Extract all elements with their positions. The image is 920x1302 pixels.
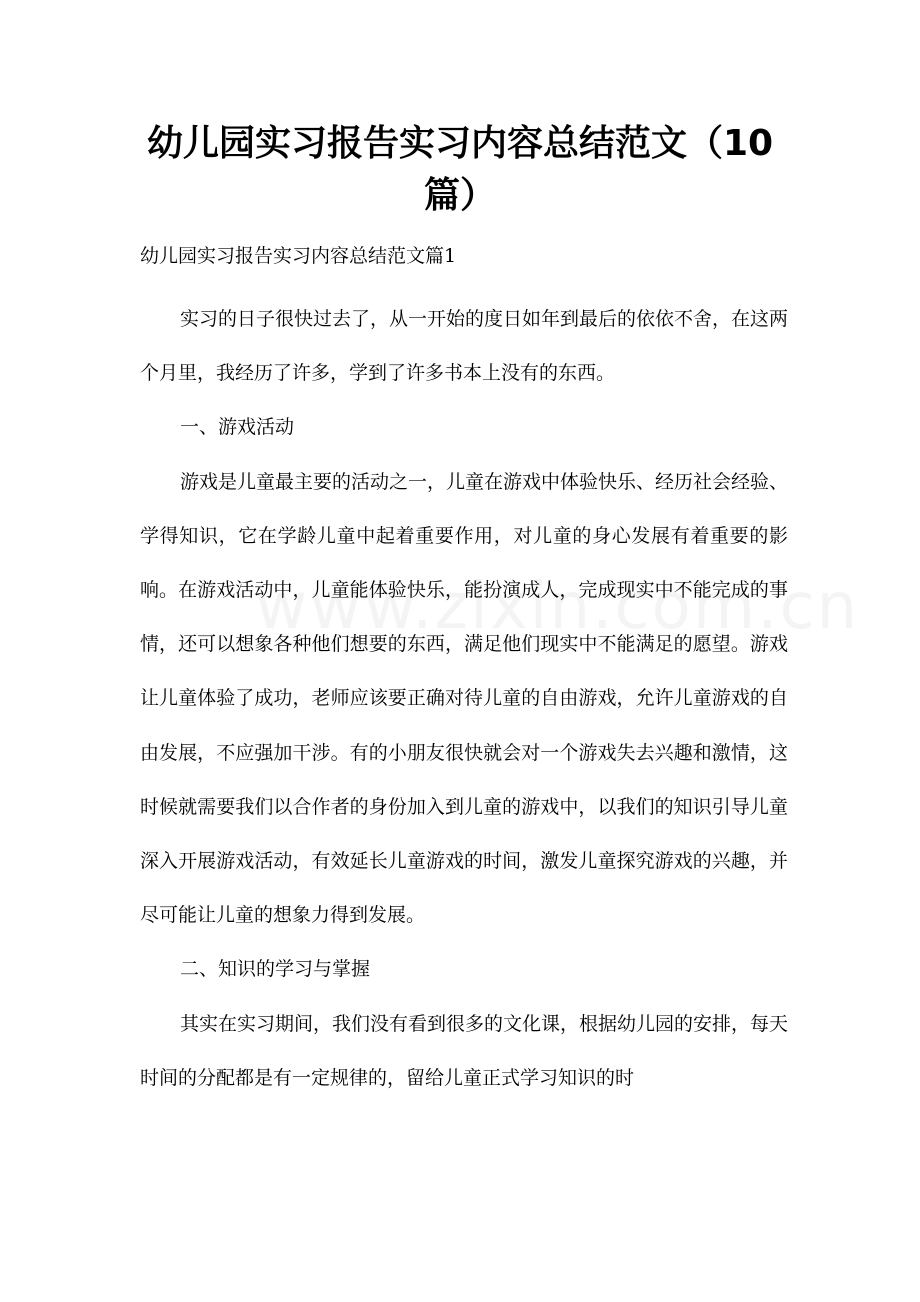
paragraph-knowledge: 其实在实习期间，我们没有看到很多的文化课，根据幼儿园的安排，每天时间的分配都是有一定规律的，留给儿童正式学习知识的时	[140, 1012, 789, 1089]
heading-games: 一、游戏活动	[180, 416, 295, 439]
paragraph-intro: 实习的日子很快过去了，从一开始的度日如年到最后的依依不舍，在这两个月里，我经历了许多，学到了许多书本上没有的东西。	[140, 308, 789, 385]
paragraph-games: 游戏是儿童最主要的活动之一，儿童在游戏中体验快乐、经历社会经验、学得知识，它在学龄儿童中起着重要作用，对儿童的身心发展有着重要的影响。在游戏活动中，儿童能体验快乐，能扮演成人，完成现实中不能完成的事情，还可以想象各种他们想要的东西，满足他们现实中不能满足的愿望。游戏让儿童体验了成功，老师应该要正确对待儿童的自由游戏，允许儿童游戏的自由发展，不应强加干涉。有的小朋友很快就会对一个游戏失去兴趣和激情，这时候就需要我们以合作者的身份加入到儿童的游戏中，以我们的知识引导儿童深入开展游戏活动，有效延长儿童游戏的时间，激发儿童探究游戏的兴趣，并尽可能让儿童的想象力得到发展。	[140, 470, 789, 927]
document-body	[140, 292, 788, 1105]
section-heading: 幼儿园实习报告实习内容总结范文篇1	[140, 245, 457, 267]
heading-knowledge: 二、知识的学习与掌握	[180, 958, 371, 981]
document-title: 幼儿园实习报告实习内容总结范文（10篇）	[146, 123, 774, 216]
